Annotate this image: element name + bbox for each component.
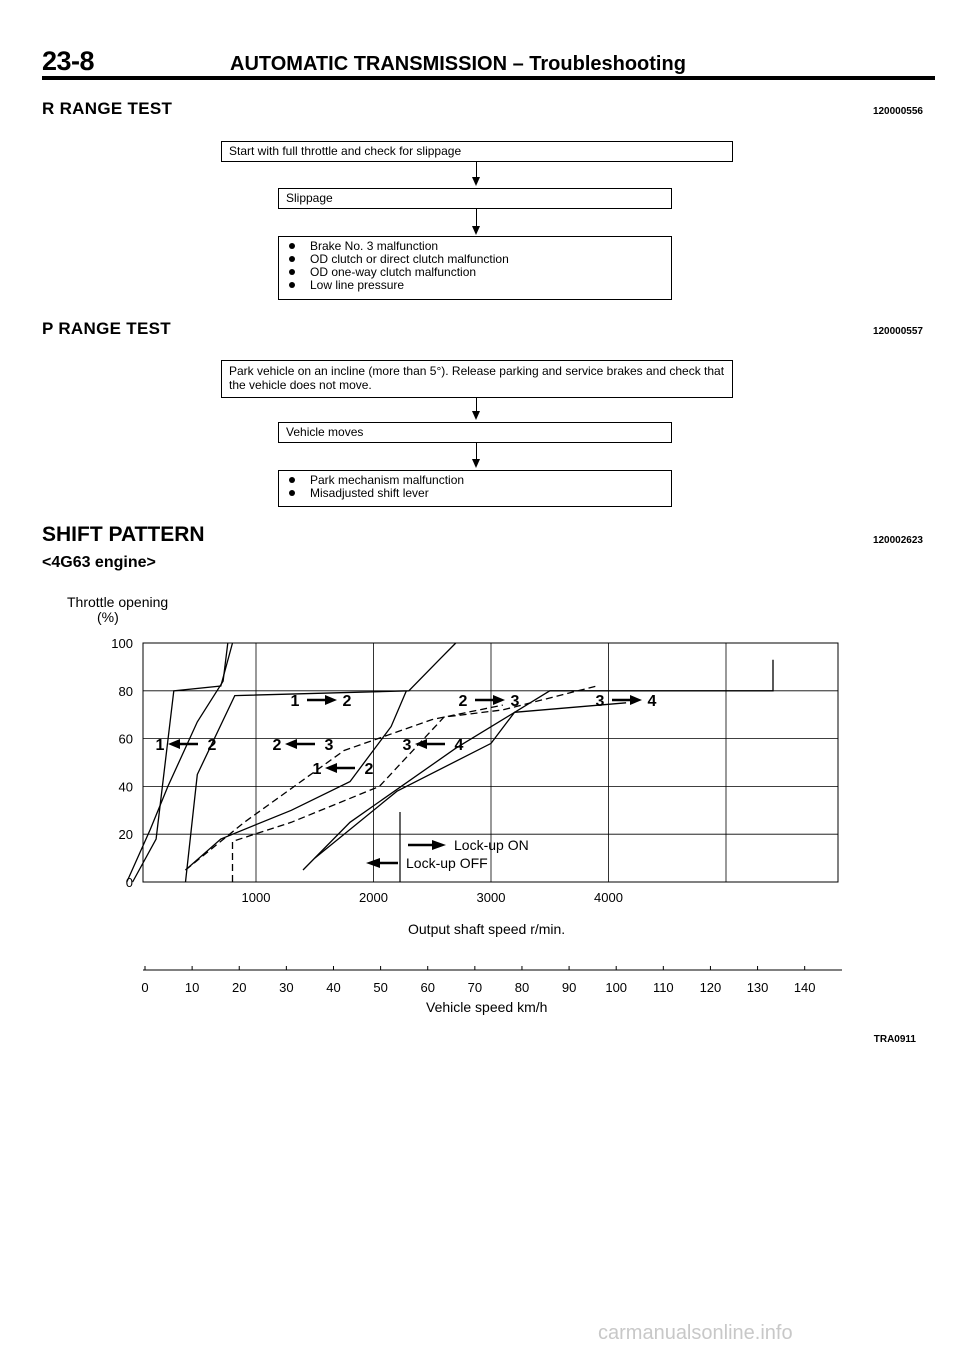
cause-item: Park mechanism malfunction xyxy=(286,474,664,487)
vehicle-speed-tick-label: 100 xyxy=(605,980,628,995)
x-tick-label: 4000 xyxy=(594,890,623,905)
vehicle-speed-tick-label: 60 xyxy=(420,980,435,995)
r-range-code: 120000556 xyxy=(872,106,923,117)
vehicle-speed-tick-label: 50 xyxy=(373,980,388,995)
cause-item: OD clutch or direct clutch malfunction xyxy=(286,253,664,266)
x-tick-label: 3000 xyxy=(476,890,506,905)
vehicle-speed-axis xyxy=(141,966,842,995)
gear-label: 1 xyxy=(290,693,300,710)
vehicle-speed-tick-label: 120 xyxy=(699,980,722,995)
gear-label: 4 xyxy=(647,693,657,710)
shift-curve xyxy=(133,643,233,882)
gear-label: 2 xyxy=(207,737,217,754)
gear-label: 1 xyxy=(312,761,322,778)
cause-item: Misadjusted shift lever xyxy=(286,487,664,500)
arrow-right-icon xyxy=(325,695,337,705)
arrow-right-icon xyxy=(432,840,446,850)
gear-label: 2 xyxy=(458,693,468,710)
x-tick-label: 1000 xyxy=(241,890,271,905)
p-range-step2-text: Vehicle moves xyxy=(286,425,364,439)
vehicle-speed-tick-label: 70 xyxy=(467,980,483,995)
arrow-left-icon xyxy=(168,739,180,749)
page-number: 23-8 xyxy=(42,46,95,76)
vehicle-speed-tick-label: 110 xyxy=(652,980,674,995)
legend-lockup-on: Lock-up ON xyxy=(454,837,529,853)
shift-curve xyxy=(233,686,597,882)
gear-label: 3 xyxy=(595,693,605,710)
shift-pattern-code: 120002623 xyxy=(872,535,923,546)
shift-pattern-heading: SHIFT PATTERN xyxy=(42,523,205,546)
arrow-right-icon xyxy=(630,695,642,705)
engine-label: <4G63 engine> xyxy=(42,554,156,571)
gear-label: 1 xyxy=(155,737,165,754)
y-tick-label: 100 xyxy=(111,636,133,651)
vehicle-speed-tick-label: 0 xyxy=(141,980,149,995)
y-tick-label: 80 xyxy=(118,683,133,699)
x-tick-label: 2000 xyxy=(359,890,388,905)
chart-annotations xyxy=(156,693,657,882)
vehicle-speed-tick-label: 130 xyxy=(746,980,769,995)
r-range-step1-text: Start with full throttle and check for slippage xyxy=(229,144,462,158)
vehicle-speed-tick-label: 10 xyxy=(184,980,200,995)
vehicle-speed-tick-label: 30 xyxy=(279,980,294,995)
y-tick-label: 60 xyxy=(118,731,133,747)
p-range-code: 120000557 xyxy=(872,326,923,337)
legend-lockup-off: Lock-up OFF xyxy=(406,855,488,871)
gear-label: 2 xyxy=(342,693,352,710)
y-tick-label: 0 xyxy=(125,875,133,890)
chart-curves xyxy=(127,643,773,882)
y-axis-unit: (%) xyxy=(97,609,119,625)
vehicle-speed-tick-label: 80 xyxy=(514,980,530,995)
vehicle-speed-tick-label: 90 xyxy=(561,980,577,995)
gear-label: 3 xyxy=(402,737,412,754)
arrow-left-icon xyxy=(415,739,427,749)
gear-label: 3 xyxy=(510,693,520,710)
cause-item: OD one-way clutch malfunction xyxy=(286,266,664,279)
arrow-right-icon xyxy=(493,695,505,705)
arrow-left-icon xyxy=(285,739,297,749)
gear-label: 2 xyxy=(364,761,374,778)
r-range-heading: R RANGE TEST xyxy=(42,99,173,118)
r-range-step2-text: Slippage xyxy=(286,191,333,205)
vehicle-speed-tick-label: 20 xyxy=(232,980,247,995)
cause-item: Brake No. 3 malfunction xyxy=(286,240,664,253)
vehicle-speed-tick-label: 40 xyxy=(326,980,341,995)
gear-label: 4 xyxy=(454,737,464,754)
p-range-heading: P RANGE TEST xyxy=(42,319,171,338)
vehicle-speed-tick-label: 140 xyxy=(793,980,816,995)
page-header-title: AUTOMATIC TRANSMISSION – Troubleshooting xyxy=(230,53,686,75)
watermark-text: carmanualsonline.info xyxy=(598,1322,793,1344)
arrow-left-icon xyxy=(366,858,380,868)
cause-item: Low line pressure xyxy=(286,279,664,292)
x2-axis-title: Vehicle speed km/h xyxy=(426,999,548,1015)
gear-label: 3 xyxy=(324,737,334,754)
p-range-step1-text: Park vehicle on an incline (more than 5°). Release parking and service brakes and check that the vehicle does not move. xyxy=(229,364,725,392)
y-axis-title: Throttle opening xyxy=(67,594,169,610)
y-tick-label: 20 xyxy=(118,827,133,843)
gear-label: 2 xyxy=(272,737,282,754)
x-axis-title: Output shaft speed r/min. xyxy=(408,921,566,937)
figure-code: TRA0911 xyxy=(873,1034,916,1045)
shift-curve xyxy=(312,703,626,858)
y-tick-label: 40 xyxy=(118,779,133,795)
arrow-left-icon xyxy=(325,763,337,773)
